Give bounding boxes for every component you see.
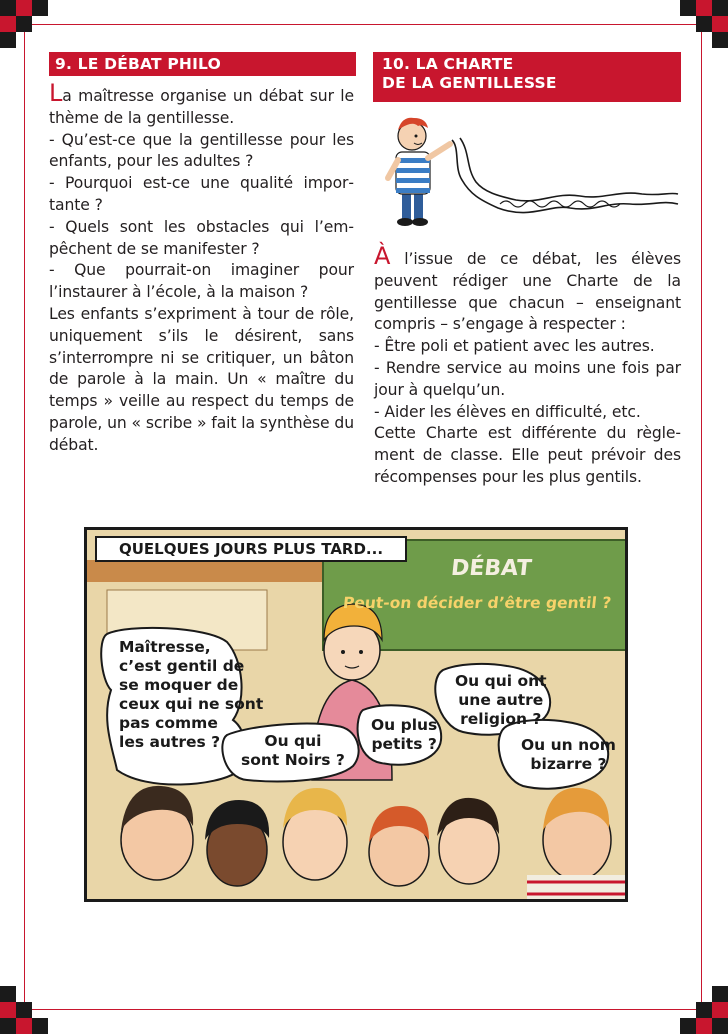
- section-9-question: - Quels sont les obstacles qui l’empêchent de se manifester ?: [49, 217, 354, 258]
- speech-bubble-4: Ou qui ont une autre religion ?: [455, 672, 547, 728]
- charter-item: - Rendre service au moins une fois par jour à quelqu’un.: [374, 358, 681, 399]
- section-9-question: - Qu’est-ce que la gentillesse pour les enfants, pour les adultes ?: [49, 130, 354, 171]
- drop-cap: À: [374, 242, 391, 270]
- comic-panel: [84, 527, 628, 902]
- blackboard-question: Peut-on décider d’être gentil ?: [342, 594, 613, 612]
- section-9-heading: 9. LE DÉBAT PHILO: [49, 52, 356, 76]
- corner-decoration-top-left: [0, 0, 48, 48]
- speech-bubble-2: Ou qui sont Noirs ?: [241, 732, 345, 769]
- charter-item: - Être poli et patient avec les autres.: [374, 337, 655, 356]
- section-9-intro: La maîtresse organise un débat sur le thème de la gentillesse.: [49, 79, 354, 127]
- boy-with-scroll-illustration: [380, 108, 680, 238]
- corner-decoration-top-right: [680, 0, 728, 48]
- speech-bubble-5: Ou un nom bizarre ?: [521, 736, 616, 773]
- drop-cap: L: [49, 79, 63, 107]
- section-10-intro: À l’issue de ce débat, les élèves peuvent rédiger une Charte de la gentillesse que chacun – enseignant compris – s’engage à respecter :: [374, 242, 681, 334]
- speech-bubble-3: Ou plus petits ?: [371, 716, 438, 753]
- section-9-question: - Pourquoi est-ce une qualité importante ?: [49, 174, 354, 214]
- section-10-paragraph: Cette Charte est différente du règlement de classe. Elle peut prévoir des récompenses pour les plus gentils.: [374, 424, 681, 486]
- section-10-body: [374, 242, 681, 489]
- section-9-paragraph: Les enfants s’expriment à tour de rôle, uniquement s’ils le désirent, sans s’interrompre ni se critiquer, un bâton de parole à la main. Un « maître du temps » veille au respect du temps de parole, un « scribe » fait la synthèse du débat.: [49, 304, 354, 454]
- section-10-heading-line: DE LA GENTILLESSE: [382, 74, 557, 92]
- comic-caption: QUELQUES JOURS PLUS TARD...: [95, 536, 407, 562]
- section-10-heading: [373, 52, 681, 102]
- section-10-heading-line: 10. LA CHARTE: [382, 55, 514, 73]
- speech-bubble-1: Maîtresse, c’est gentil de se moquer de ceux qui ne sont pas comme les autres ?: [119, 638, 264, 751]
- charter-item: - Aider les élèves en difficulté, etc.: [374, 402, 641, 421]
- corner-decoration-bottom-left: [0, 986, 48, 1034]
- section-9-body: [49, 79, 354, 457]
- blackboard-title: DÉBAT: [449, 556, 533, 581]
- section-9-question: - Que pourrait-on imaginer pour l’instaurer à l’école, à la maison ?: [49, 261, 354, 302]
- corner-decoration-bottom-right: [680, 986, 728, 1034]
